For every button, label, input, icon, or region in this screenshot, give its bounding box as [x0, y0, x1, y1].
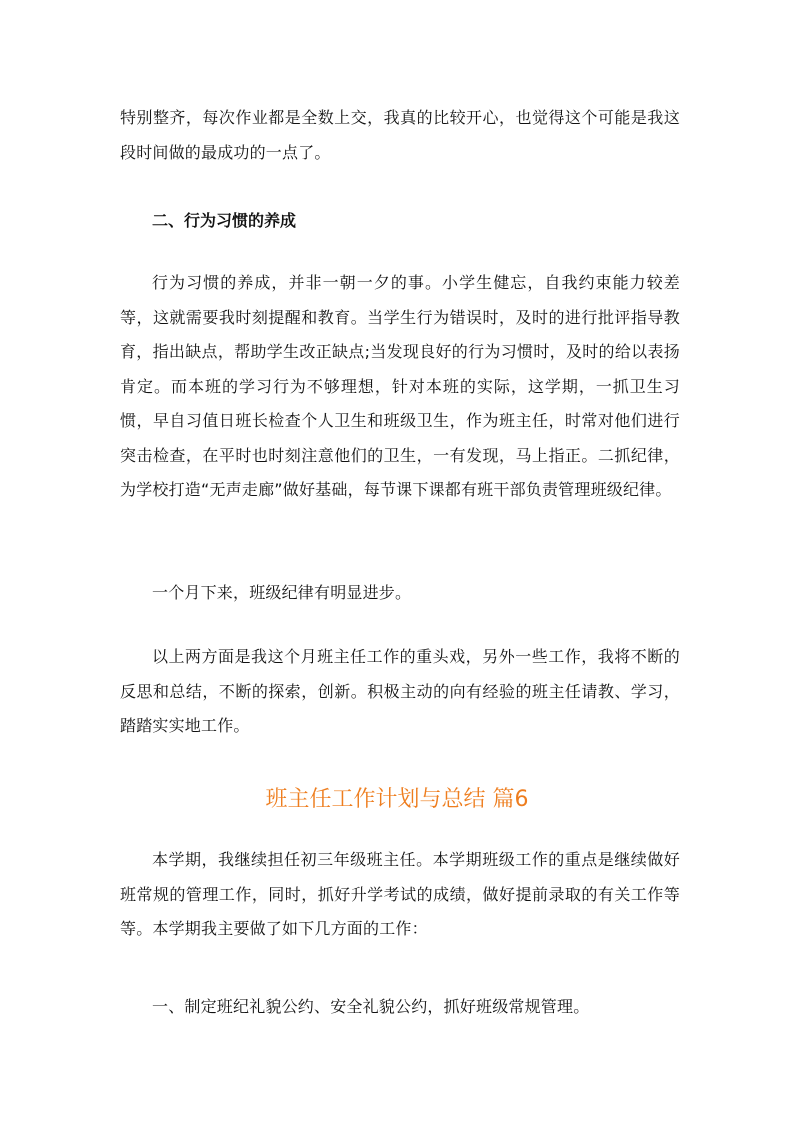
paragraph-continuation: 特别整齐，每次作业都是全数上交，我真的比较开心，也觉得这个可能是我这段时间做的最成功的一点了。 [120, 108, 680, 162]
paragraph-month-progress: 一个月下来，班级纪律有明显进步。 [152, 583, 412, 602]
paragraph-summary: 以上两方面是我这个月班主任工作的重头戏，另外一些工作，我将不断的反思和总结，不断的探索，创新。积极主动的向有经验的班主任请教、学习，踏踏实实地工作。 [120, 647, 680, 735]
paragraph-intro: 本学期，我继续担任初三年级班主任。本学期班级工作的重点是继续做好班常规的管理工作，同时，抓好升学考试的成绩，做好提前录取的有关工作等等。本学期我主要做了如下几方面的工作： [120, 850, 680, 938]
section-title: 班主任工作计划与总结 篇6 [265, 787, 529, 812]
heading-behavior-habits: 二、行为习惯的养成 [152, 211, 297, 230]
paragraph-habits: 行为习惯的养成，并非一朝一夕的事。小学生健忘，自我约束能力较差等，这就需要我时刻提醒和教育。当学生行为错误时，及时的进行批评指导教育，指出缺点，帮助学生改正缺点;当发现良好的行为习惯时，及时的给以表扬肯定。而本班的学习行为不够理想，针对本班的实际，这学期，一抓卫生习惯，早自习值日班长检查个人卫生和班级卫生，作为班主任，时常对他们进行突击检查，在平时也时刻注意他们的卫生，一有发现，马上指正。二抓纪律，为学校打造“无声走廊”做好基础，每节课下课都有班干部负责管理班级纪律。 [120, 273, 680, 499]
list-item-1: 一、制定班纪礼貌公约、安全礼貌公约，抓好班级常规管理。 [152, 997, 590, 1016]
